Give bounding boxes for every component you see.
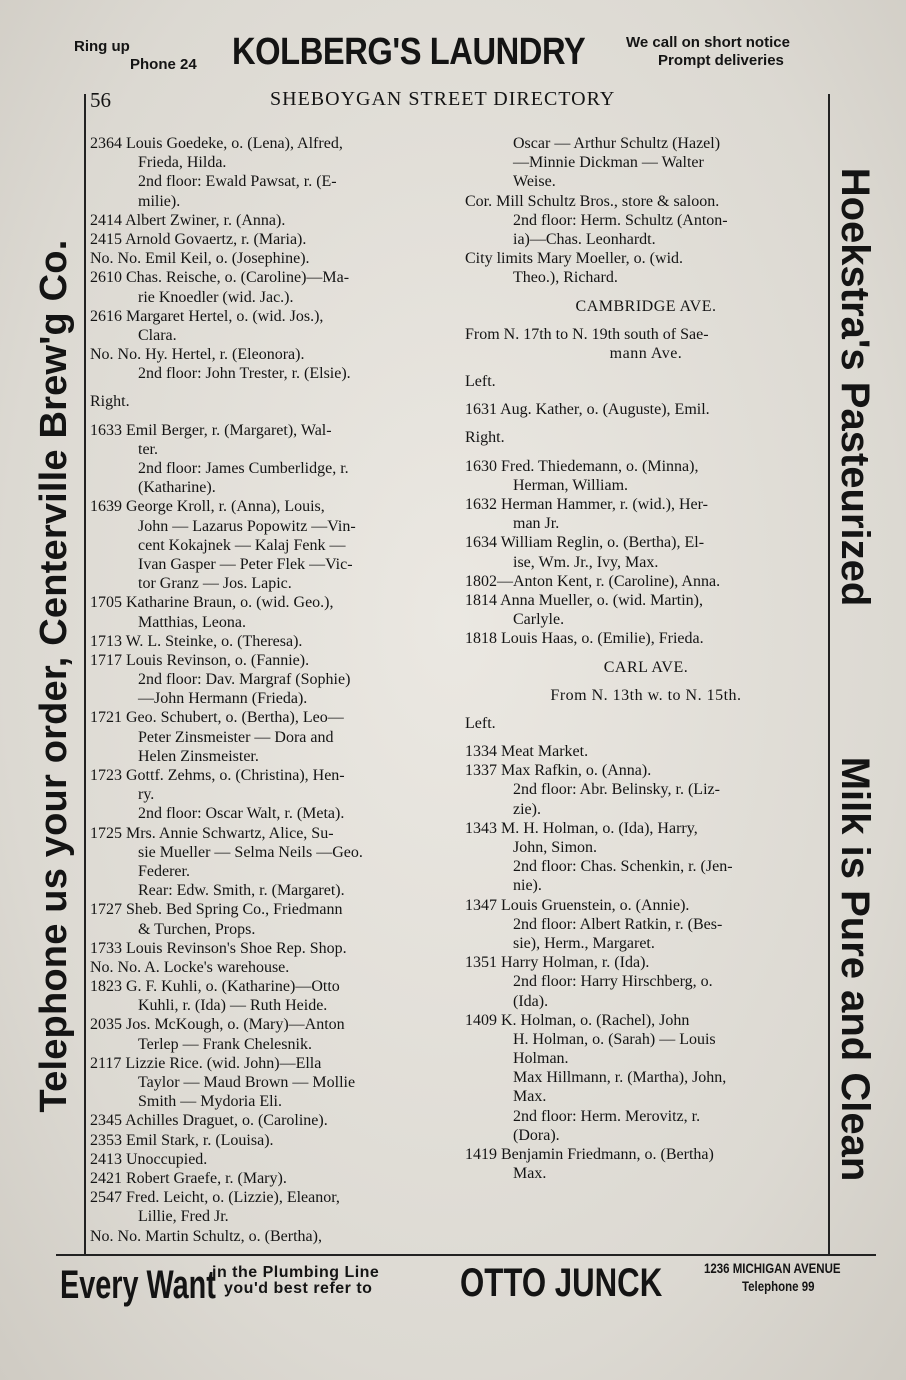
directory-line: 1631 Aug. Kather, o. (Auguste), Emil. [465,401,710,419]
directory-line: 2415 Arnold Govaertz, r. (Maria). [90,230,307,248]
directory-line: 1419 Benjamin Friedmann, o. (Bertha) [465,1146,714,1163]
right-rule [828,94,830,1254]
directory-line: Max. [513,1088,547,1106]
directory-line: Right. [90,393,130,411]
directory-line: 2nd floor: Dav. Margraf (Sophie) [138,671,351,689]
directory-line: ry. [138,786,155,804]
directory-line: Left. [465,714,496,732]
directory-line: sie), Herm., Margaret. [513,934,655,952]
directory-line: ter. [138,440,158,458]
directory-line: Right. [465,429,505,447]
directory-line: City limits Mary Moeller, o. (wid. [465,250,684,268]
directory-line: tor Granz — Jos. Lapic. [138,575,292,593]
directory-line: 1334 Meat Market. [465,743,589,761]
directory-line: 1723 Gottf. Zehms, o. (Christina), Hen- [90,767,345,784]
directory-line: Clara. [138,326,177,344]
spacer [90,412,456,421]
directory-line: 2nd floor: Oscar Walt, r. (Meta). [138,805,345,823]
directory-line: 2421 Robert Graefe, r. (Mary). [90,1169,287,1187]
street-heading: mann Ave. [609,344,683,362]
directory-line: Frieda, Hilda. [138,154,227,172]
directory-line: man Jr. [513,515,560,533]
directory-line: Matthias, Leona. [138,613,246,631]
directory-line: & Turchen, Props. [138,920,256,938]
spacer [465,288,827,297]
directory-line: Rear: Edw. Smith, r. (Margaret). [138,882,345,900]
running-head: SHEBOYGAN STREET DIRECTORY [270,88,616,110]
directory-line: 2345 Achilles Draguet, o. (Caroline). [90,1112,328,1130]
directory-line: 2364 Louis Goedeke, o. (Lena), Alfred, [90,135,343,152]
directory-line: Left. [465,373,496,391]
directory-line: Smith — Mydoria Eli. [138,1093,282,1111]
prompt-deliveries-text: Prompt deliveries [658,52,784,69]
directory-line: No. No. A. Locke's warehouse. [90,958,290,976]
directory-line: Ivan Gasper — Peter Flek —Vic- [138,555,353,573]
directory-line: 1705 Katharine Braun, o. (wid. Geo.), [90,594,334,612]
right-side-advertisement-top [826,96,884,678]
spacer [90,383,456,392]
directory-line: H. Holman, o. (Sarah) — Louis [513,1030,716,1048]
directory-line: rie Knoedler (wid. Jac.). [138,288,294,306]
directory-line: 2nd floor: Albert Ratkin, r. (Bes- [513,915,723,933]
directory-line: Herman, William. [513,476,629,494]
directory-line: Holman. [513,1050,569,1068]
directory-line: No. No. Hy. Hertel, r. (Eleonora). [90,346,305,364]
directory-line: No. No. Martin Schultz, o. (Bertha), [90,1227,322,1245]
directory-line: 2413 Unoccupied. [90,1150,208,1168]
street-heading: CAMBRIDGE AVE. [575,297,717,315]
plumber-name: OTTO JUNCK [460,1261,663,1305]
directory-line: 1721 Geo. Schubert, o. (Bertha), Leo— [90,709,344,727]
directory-line: Federer. [138,862,190,880]
spacer [465,733,827,742]
directory-line: 1632 Herman Hammer, r. (wid.), Her- [465,496,708,513]
spacer [465,649,827,658]
directory-line: (Ida). [513,992,549,1010]
directory-line: 1802—Anton Kent, r. (Caroline), Anna. [465,572,721,590]
directory-line: John, Simon. [513,839,598,856]
we-call-text: We call on short notice [626,34,790,51]
directory-line: 2547 Fred. Leicht, o. (Lizzie), Eleanor, [90,1189,340,1207]
directory-line: Max. [513,1165,547,1183]
directory-line: 1343 M. H. Holman, o. (Ida), Harry, [465,819,698,837]
ring-up-text: Ring up [74,38,130,55]
left-column [90,134,456,1246]
directory-line: Kuhli, r. (Ida) — Ruth Heide. [138,997,328,1015]
directory-line: From N. 17th to N. 19th south of Sae- [465,325,709,343]
directory-line: 1717 Louis Revinson, o. (Fannie). [90,651,310,669]
every-want-text: Every Want [60,1263,216,1307]
spacer [465,448,827,457]
directory-line: 2035 Jos. McKough, o. (Mary)—Anton [90,1016,345,1034]
directory-line: 1818 Louis Haas, o. (Emilie), Frieda. [465,630,704,648]
directory-line: Theo.), Richard. [513,269,618,287]
directory-line: 2nd floor: Ewald Pawsat, r. (E- [138,173,337,191]
directory-line: 1639 George Kroll, r. (Anna), Louis, [90,498,325,516]
dairy-ad-text-bottom: Milk is Pure and Clean [833,756,877,1182]
spacer [465,419,827,428]
directory-line: 2nd floor: Chas. Schenkin, r. (Jen- [513,858,733,876]
directory-line: Max Hillmann, r. (Martha), John, [513,1069,727,1087]
brewery-ad-text: Telephone us your order, Centerville Brew'g Co. [33,239,75,1113]
bottom-advertisement [56,1260,876,1316]
directory-line: 1347 Louis Gruenstein, o. (Annie). [465,896,690,914]
directory-line: 1823 G. F. Kuhli, o. (Katharine)—Otto [90,978,340,996]
directory-line: No. No. Emil Keil, o. (Josephine). [90,250,310,268]
page-number: 56 [90,88,111,112]
directory-line: 2nd floor: John Trester, r. (Elsie). [138,365,351,383]
directory-line: Helen Zinsmeister. [138,747,259,765]
directory-line: 2nd floor: Harry Hirschberg, o. [513,973,713,991]
laundry-brand: KOLBERG'S LAUNDRY [232,31,586,73]
directory-line: 1634 William Reglin, o. (Bertha), El- [465,534,705,552]
left-side-advertisement [28,100,80,1252]
directory-line: ise, Wm. Jr., Ivy, Max. [513,553,659,571]
directory-line: 1733 Louis Revinson's Shoe Rep. Shop. [90,939,347,957]
spacer [465,316,827,325]
phone-text: Phone 24 [130,56,197,73]
directory-line: 2nd floor: Herm. Merovitz, r. [513,1107,701,1125]
directory-line: 1727 Sheb. Bed Spring Co., Friedmann [90,901,343,919]
directory-line: 2610 Chas. Reische, o. (Caroline)—Ma- [90,269,350,287]
right-side-advertisement-bottom [826,684,884,1254]
directory-line: 2nd floor: Herm. Schultz (Anton- [513,211,728,229]
directory-line: 1630 Fred. Thiedemann, o. (Minna), [465,457,699,475]
directory-line: zie). [513,800,541,818]
directory-line: Taylor — Maud Brown — Mollie [138,1074,356,1091]
directory-line: Lillie, Fred Jr. [138,1208,229,1226]
directory-line: Carlyle. [513,611,565,629]
directory-line: Oscar — Arthur Schultz (Hazel) [513,135,721,152]
directory-line: sie Mueller — Selma Neils —Geo. [138,843,363,861]
directory-line: Terlep — Frank Chelesnik. [138,1035,312,1053]
directory-line: Peter Zinsmeister — Dora and [138,728,334,746]
directory-line: 1633 Emil Berger, r. (Margaret), Wal- [90,421,332,439]
right-column [465,134,827,1183]
directory-line: —Minnie Dickman — Walter [513,154,704,172]
spacer [465,677,827,686]
directory-line: 1725 Mrs. Annie Schwartz, Alice, Su- [90,824,334,842]
directory-line: 2616 Margaret Hertel, o. (wid. Jos.), [90,307,324,325]
directory-line: 2nd floor: James Cumberlidge, r. [138,460,349,477]
directory-line: milie). [138,192,181,210]
directory-line: (Katharine). [138,479,216,497]
street-heading: CARL AVE. [603,658,689,676]
left-rule [84,94,86,1254]
street-heading: From N. 13th w. to N. 15th. [550,686,742,704]
plumber-telephone: Telephone 99 [742,1278,815,1294]
directory-line: 1351 Harry Holman, r. (Ida). [465,954,650,972]
refer-to-text: you'd best refer to [224,1280,373,1297]
spacer [465,363,827,372]
spacer [465,705,827,714]
directory-line: 2nd floor: Abr. Belinsky, r. (Liz- [513,781,720,799]
dairy-ad-text-top: Hoekstra's Pasteurized [833,167,877,607]
directory-line: 1409 K. Holman, o. (Rachel), John [465,1011,690,1029]
bottom-ad-rule [56,1254,876,1256]
directory-line: John — Lazarus Popowitz —Vin- [138,517,356,535]
directory-line: 1814 Anna Mueller, o. (wid. Martin), [465,591,703,609]
top-advertisement [60,26,850,86]
directory-line: 1337 Max Rafkin, o. (Anna). [465,762,652,780]
directory-line: 2117 Lizzie Rice. (wid. John)—Ella [90,1054,322,1072]
directory-line: 2414 Albert Zwiner, r. (Anna). [90,211,286,229]
directory-line: cent Kokajnek — Kalaj Fenk — [138,536,346,554]
directory-line: nie). [513,877,542,895]
directory-line: —John Hermann (Frieda). [138,690,308,708]
directory-line: (Dora). [513,1126,560,1144]
plumber-address: 1236 MICHIGAN AVENUE [704,1260,841,1276]
spacer [465,391,827,400]
directory-line: Cor. Mill Schultz Bros., store & saloon. [465,192,720,210]
plumbing-line-text: in the Plumbing Line [212,1264,380,1281]
directory-line: Weise. [513,173,556,191]
directory-line: 1713 W. L. Steinke, o. (Theresa). [90,632,303,650]
directory-line: ia)—Chas. Leonhardt. [513,230,656,248]
directory-line: 2353 Emil Stark, r. (Louisa). [90,1131,274,1149]
